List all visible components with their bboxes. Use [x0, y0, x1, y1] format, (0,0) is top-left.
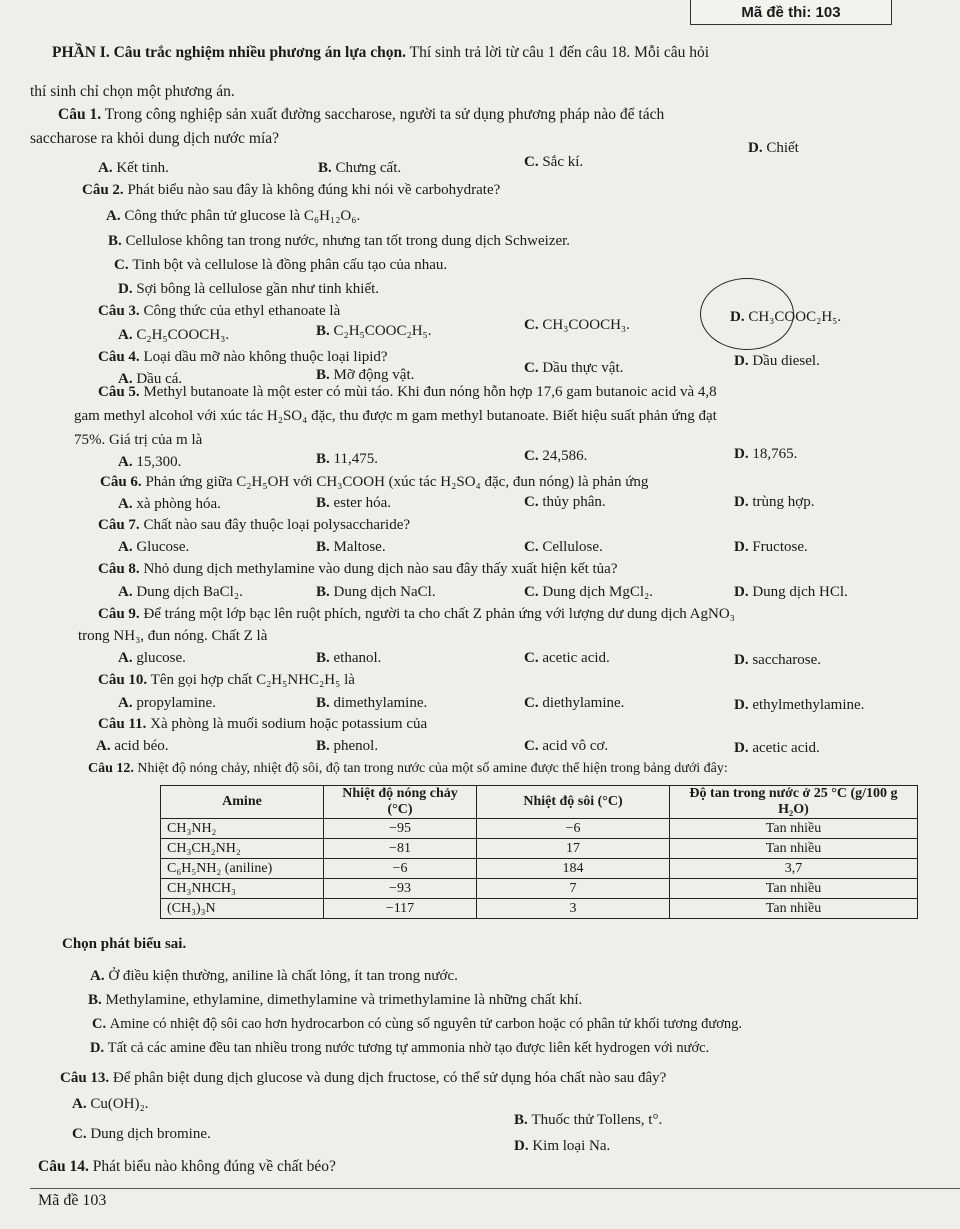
table-row: [161, 879, 918, 899]
q12-option-b[interactable]: B. Methylamine, ethylamine, dimethylamine và trimethylamine là những chất khí.: [88, 992, 583, 1008]
question-1-cont: saccharose ra khỏi dung dịch nước mía?: [30, 130, 280, 147]
q1-option-d[interactable]: D. Chiết: [748, 140, 799, 156]
q1-option-a[interactable]: A. Kết tinh.: [98, 160, 169, 176]
question-text: Trong công nghiệp sản xuất đường saccharose, người ta sử dụng phương pháp nào để tách: [104, 106, 665, 123]
q6-option-a[interactable]: A. xà phòng hóa.: [118, 496, 221, 512]
q1-option-b[interactable]: B. Chưng cất.: [318, 160, 402, 176]
question-number: Câu 7.: [98, 517, 140, 533]
question-number: Câu 8.: [98, 561, 140, 577]
question-12-prompt: Chọn phát biểu sai.: [62, 936, 187, 952]
question-text: Nhỏ dung dịch methylamine vào dung dịch nào sau đây thấy xuất hiện kết tủa?: [143, 561, 618, 577]
question-text: Phát biểu nào không đúng về chất béo?: [92, 1158, 336, 1175]
q1-option-c[interactable]: C. Sắc kí.: [524, 154, 584, 170]
question-text: Nhiệt độ nóng chảy, nhiệt độ sôi, độ tan trong nước của một số amine được thể hiện trong bảng dưới đây:: [137, 761, 728, 776]
table-cell: 3: [477, 899, 670, 919]
table-cell: 17: [477, 839, 670, 859]
q4-option-c[interactable]: C. Dầu thực vật.: [524, 360, 624, 376]
q8-option-c[interactable]: C. Dung dịch MgCl₂.: [524, 584, 653, 600]
q2-option-c[interactable]: C. Tinh bột và cellulose là đồng phân cấu tạo của nhau.: [114, 257, 448, 273]
question-number: Câu 13.: [60, 1070, 110, 1086]
question-3: [98, 303, 340, 320]
question-5-cont: gam methyl alcohol với xúc tác H₂SO₄ đặc, thu được m gam methyl butanoate. Biết hiệu suất phản ứng đạt: [74, 408, 717, 424]
q4-option-d[interactable]: D. Dầu diesel.: [734, 353, 820, 369]
column-header: Nhiệt độ sôi (°C): [477, 786, 670, 819]
question-number: Câu 11.: [98, 716, 147, 732]
question-6: [100, 474, 648, 491]
q7-option-d[interactable]: D. Fructose.: [734, 539, 808, 555]
q5-option-c[interactable]: C. 24,586.: [524, 448, 588, 464]
q9-option-b[interactable]: B. ethanol.: [316, 650, 382, 666]
q6-option-b[interactable]: B. ester hóa.: [316, 495, 391, 511]
table-cell: (CH₃)₃N: [161, 899, 324, 919]
question-13: [60, 1070, 666, 1087]
q6-option-c[interactable]: C. thủy phân.: [524, 494, 606, 510]
q4-option-a[interactable]: A. Dầu cá.: [118, 371, 183, 387]
exam-code-box: Mã đề thi: 103: [690, 0, 892, 25]
q2-option-d[interactable]: D. Sợi bông là cellulose gần như tinh khiết.: [118, 281, 380, 297]
question-text: Tên gọi hợp chất C₂H₅NHC₂H₅ là: [150, 672, 355, 688]
q3-option-b[interactable]: B. C₂H₅COOC₂H₅.: [316, 323, 432, 339]
table-cell: CH₃NHCH₃: [161, 879, 324, 899]
q2-option-b[interactable]: B. Cellulose không tan trong nước, nhưng tan tốt trong dung dịch Schweizer.: [108, 233, 571, 249]
table-cell: 7: [477, 879, 670, 899]
question-number: Câu 4.: [98, 349, 140, 365]
question-1: [58, 106, 664, 124]
table-cell: −6: [477, 819, 670, 839]
table-cell: C₆H₅NH₂ (aniline): [161, 859, 324, 879]
q11-option-b[interactable]: B. phenol.: [316, 738, 379, 754]
part1-heading: [52, 44, 709, 62]
q10-option-c[interactable]: C. diethylamine.: [524, 695, 625, 711]
question-9-cont: trong NH₃, đun nóng. Chất Z là: [78, 628, 268, 644]
q3-option-c[interactable]: C. CH₃COOCH₃.: [524, 317, 630, 333]
table-cell: 184: [477, 859, 670, 879]
table-row: [161, 819, 918, 839]
question-text: Phát biểu nào sau đây là không đúng khi nói về carbohydrate?: [127, 182, 501, 198]
table-row: [161, 839, 918, 859]
part1-instructions: Thí sinh trả lời từ câu 1 đến câu 18. Mỗi câu hỏi: [409, 44, 710, 61]
q9-option-d[interactable]: D. saccharose.: [734, 652, 822, 668]
question-9: [98, 606, 735, 623]
table-cell: −6: [324, 859, 477, 879]
question-2: [82, 182, 500, 199]
q13-option-a[interactable]: A. Cu(OH)₂.: [72, 1096, 149, 1112]
question-5: [98, 384, 717, 401]
question-7: [98, 517, 410, 534]
question-number: Câu 9.: [98, 606, 140, 622]
q13-option-c[interactable]: C. Dung dịch bromine.: [72, 1126, 211, 1142]
q13-option-d[interactable]: D. Kim loại Na.: [514, 1138, 611, 1154]
question-text: Để tráng một lớp bạc lên ruột phích, người ta cho chất Z phản ứng với lượng dư dung dịch AgNO₃: [143, 606, 735, 622]
footer-exam-code: Mã đề 103: [38, 1192, 107, 1209]
q5-option-d[interactable]: D. 18,765.: [734, 446, 798, 462]
q2-option-a[interactable]: A. Công thức phân tử glucose là C₆H₁₂O₆.: [106, 208, 361, 224]
amine-table: [160, 785, 918, 919]
question-number: Câu 1.: [58, 106, 102, 123]
q7-option-b[interactable]: B. Maltose.: [316, 539, 386, 555]
table-cell: Tan nhiều: [670, 899, 918, 919]
q8-option-d[interactable]: D. Dung dịch HCl.: [734, 584, 848, 600]
question-text: Loại dầu mỡ nào không thuộc loại lipid?: [143, 349, 388, 365]
question-10: [98, 672, 355, 689]
q8-option-a[interactable]: A. Dung dịch BaCl₂.: [118, 584, 243, 600]
q11-option-a[interactable]: A. acid béo.: [96, 738, 169, 754]
question-text: Để phân biệt dung dịch glucose và dung dịch fructose, có thể sử dụng hóa chất nào sau đây?: [112, 1070, 667, 1086]
q4-option-b[interactable]: B. Mỡ động vật.: [316, 367, 415, 383]
q11-option-c[interactable]: C. acid vô cơ.: [524, 738, 609, 754]
column-header: Nhiệt độ nóng chảy (°C): [324, 786, 477, 819]
question-number: Câu 3.: [98, 303, 140, 319]
table-cell: Tan nhiều: [670, 819, 918, 839]
table-cell: Tan nhiều: [670, 839, 918, 859]
q9-option-a[interactable]: A. glucose.: [118, 650, 186, 666]
q5-option-b[interactable]: B. 11,475.: [316, 451, 378, 467]
table-row: [161, 899, 918, 919]
column-header: Amine: [161, 786, 324, 819]
table-cell: CH₃CH₂NH₂: [161, 839, 324, 859]
q7-option-c[interactable]: C. Cellulose.: [524, 539, 603, 555]
question-text: Chất nào sau đây thuộc loại polysaccharide?: [143, 517, 411, 533]
question-number: Câu 14.: [38, 1158, 89, 1175]
q12-option-c[interactable]: C. Amine có nhiệt độ sôi cao hơn hydrocarbon có cùng số nguyên tử carbon hoặc có phân tử khối tương đương.: [92, 1016, 743, 1032]
question-text: Công thức của ethyl ethanoate là: [143, 303, 341, 319]
table-cell: Tan nhiều: [670, 879, 918, 899]
q3-option-a[interactable]: A. C₂H₅COOCH₃.: [118, 327, 230, 343]
q10-option-d[interactable]: D. ethylmethylamine.: [734, 697, 865, 713]
table-row: [161, 859, 918, 879]
question-11: [98, 716, 427, 733]
question-text: Phản ứng giữa C₂H₅OH với CH₃COOH (xúc tác H₂SO₄ đặc, đun nóng) là phản ứng: [145, 474, 649, 490]
table-cell: −117: [324, 899, 477, 919]
q10-option-b[interactable]: B. dimethylamine.: [316, 695, 428, 711]
question-5-cont-2: 75%. Giá trị của m là: [74, 432, 203, 448]
table-cell: −95: [324, 819, 477, 839]
question-14: [38, 1158, 336, 1176]
table-header-row: [161, 786, 918, 819]
question-4: [98, 349, 388, 366]
q8-option-b[interactable]: B. Dung dịch NaCl.: [316, 584, 436, 600]
table-cell: 3,7: [670, 859, 918, 879]
footer-divider: [30, 1188, 960, 1189]
q3-option-d[interactable]: D. CH₃COOC₂H₅.: [730, 309, 842, 325]
question-12: [88, 761, 728, 777]
q5-option-a[interactable]: A. 15,300.: [118, 454, 182, 470]
q7-option-a[interactable]: A. Glucose.: [118, 539, 190, 555]
q12-option-a[interactable]: A. Ở điều kiện thường, aniline là chất lỏng, ít tan trong nước.: [90, 968, 458, 984]
table-cell: −81: [324, 839, 477, 859]
question-text: Methyl butanoate là một ester có mùi táo. Khi đun nóng hỗn hợp 17,6 gam butanoic acid và 4,8: [143, 384, 717, 400]
part1-title: PHẦN I. Câu trắc nghiệm nhiều phương án lựa chọn.: [52, 44, 407, 61]
question-number: Câu 2.: [82, 182, 124, 198]
table-cell: CH₃NH₂: [161, 819, 324, 839]
part1-instructions-2: thí sinh chỉ chọn một phương án.: [30, 83, 235, 100]
q9-option-c[interactable]: C. acetic acid.: [524, 650, 610, 666]
question-number: Câu 6.: [100, 474, 142, 490]
q11-option-d[interactable]: D. acetic acid.: [734, 740, 820, 756]
q6-option-d[interactable]: D. trùng hợp.: [734, 494, 815, 510]
q12-option-d[interactable]: D. Tất cả các amine đều tan nhiều trong nước tương tự ammonia nhờ tạo được liên kết hydrogen với nước.: [90, 1040, 710, 1056]
question-8: [98, 561, 617, 578]
q10-option-a[interactable]: A. propylamine.: [118, 695, 216, 711]
question-text: Xà phòng là muối sodium hoặc potassium của: [150, 716, 428, 732]
question-number: Câu 5.: [98, 384, 140, 400]
column-header: Độ tan trong nước ở 25 °C (g/100 g H₂O): [670, 786, 918, 819]
q13-option-b[interactable]: B. Thuốc thử Tollens, t°.: [514, 1112, 663, 1128]
question-number: Câu 12.: [88, 761, 134, 776]
question-number: Câu 10.: [98, 672, 148, 688]
table-cell: −93: [324, 879, 477, 899]
